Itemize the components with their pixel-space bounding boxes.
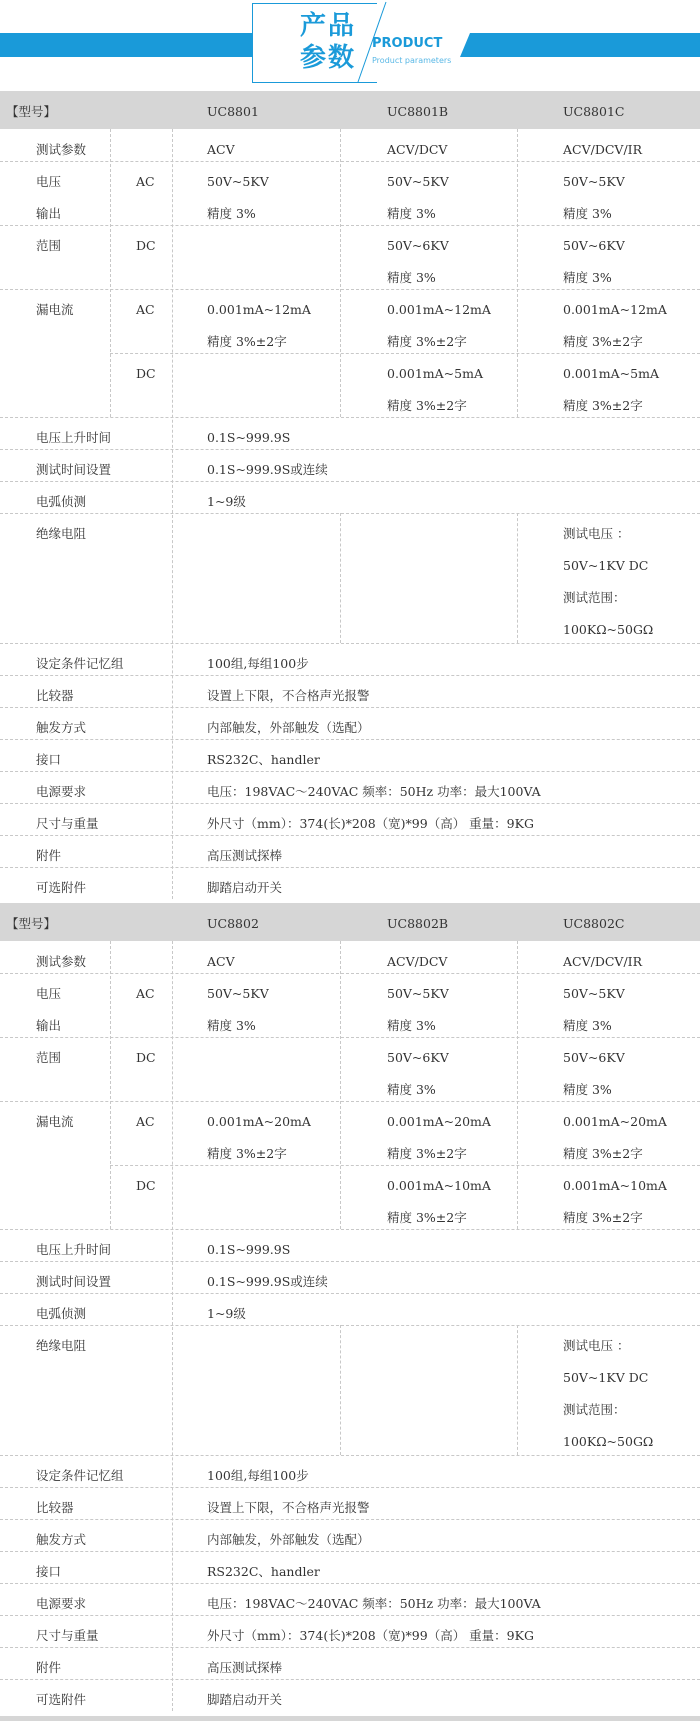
cell-value: 精度 3% bbox=[387, 206, 436, 221]
cell-value: 100组,每组100步 bbox=[207, 656, 309, 671]
row-label: 电压上升时间 bbox=[36, 1242, 112, 1257]
cell-value: 0.1S~999.9S或连续 bbox=[207, 462, 328, 477]
cell-value: 0.001mA~5mA bbox=[563, 366, 659, 381]
row-divider bbox=[0, 675, 700, 676]
row-divider bbox=[0, 289, 700, 290]
cell-value: 0.001mA~10mA bbox=[563, 1178, 667, 1193]
header-title-cn-1: 产品 bbox=[300, 11, 357, 41]
cell-value: 100KΩ~50GΩ bbox=[563, 1434, 654, 1449]
row-label: 尺寸与重量 bbox=[36, 1628, 99, 1643]
cell-value: 0.1S~999.9S或连续 bbox=[207, 1274, 328, 1289]
row-divider bbox=[0, 739, 700, 740]
cell-value: 精度 3% bbox=[563, 1018, 612, 1033]
page-header bbox=[0, 0, 700, 90]
cell-value: 测试电压 ： bbox=[563, 526, 630, 541]
column-divider bbox=[517, 513, 518, 643]
cell-value: ACV/DCV/IR bbox=[563, 142, 643, 157]
sub-label: DC bbox=[136, 238, 156, 253]
cell-value: 50V~1KV DC bbox=[563, 1370, 649, 1385]
column-divider bbox=[110, 941, 111, 1229]
cell-value: 精度 3%±2字 bbox=[563, 1210, 643, 1225]
cell-value: 精度 3% bbox=[207, 206, 256, 221]
row-divider bbox=[0, 1325, 700, 1326]
header-title-en: PRODUCT bbox=[372, 36, 443, 51]
row-divider bbox=[0, 771, 700, 772]
cell-value: 精度 3% bbox=[207, 1018, 256, 1033]
row-label: 触发方式 bbox=[36, 720, 87, 735]
model-name: UC8801C bbox=[563, 104, 625, 119]
bottom-bar bbox=[0, 1716, 700, 1721]
cell-value: 精度 3%±2字 bbox=[563, 398, 643, 413]
cell-value: 0.001mA~20mA bbox=[563, 1114, 667, 1129]
cell-value: 50V~5KV bbox=[563, 986, 625, 1001]
cell-value: 设置上下限，不合格声光报警 bbox=[207, 688, 370, 703]
header-band-right bbox=[460, 33, 700, 57]
row-divider bbox=[0, 1293, 700, 1294]
cell-value: 外尺寸（mm）：374(长)*208（宽)*99（高） 重量：9KG bbox=[207, 816, 534, 831]
cell-value: 精度 3% bbox=[563, 270, 612, 285]
cell-value: 0.1S~999.9S bbox=[207, 430, 291, 445]
row-label: 设定条件记忆组 bbox=[36, 1468, 124, 1483]
row-label: 绝缘电阻 bbox=[36, 1338, 87, 1353]
cell-value: 高压测试探棒 bbox=[207, 1660, 283, 1675]
header-title-cn-2: 参数 bbox=[300, 43, 357, 73]
column-divider bbox=[517, 129, 518, 417]
cell-value: 50V~6KV bbox=[387, 238, 449, 253]
row-label: 测试时间设置 bbox=[36, 462, 112, 477]
cell-value: 脚踏启动开关 bbox=[207, 1692, 283, 1707]
header-band-left bbox=[0, 33, 262, 57]
cell-value: 脚踏启动开关 bbox=[207, 880, 283, 895]
row-divider bbox=[0, 481, 700, 482]
row-divider bbox=[0, 803, 700, 804]
cell-value: 50V~5KV bbox=[207, 174, 269, 189]
row-label: 接口 bbox=[36, 752, 62, 767]
row-label: 触发方式 bbox=[36, 1532, 87, 1547]
cell-value: 精度 3%±2字 bbox=[207, 1146, 287, 1161]
cell-value: 0.001mA~20mA bbox=[207, 1114, 311, 1129]
sub-label: AC bbox=[136, 302, 155, 317]
cell-value: RS232C、handler bbox=[207, 752, 320, 767]
cell-value: 50V~5KV bbox=[387, 986, 449, 1001]
row-divider bbox=[0, 835, 700, 836]
cell-value: 内部触发，外部触发（选配） bbox=[207, 720, 370, 735]
cell-value: 1~9级 bbox=[207, 1306, 246, 1321]
row-label: 测试时间设置 bbox=[36, 1274, 112, 1289]
row-label: 测试参数 bbox=[36, 954, 87, 969]
row-divider bbox=[0, 643, 700, 644]
sub-label: AC bbox=[136, 1114, 155, 1129]
cell-value: ACV bbox=[207, 954, 235, 969]
row-label: 输出 bbox=[36, 1018, 62, 1033]
column-divider bbox=[340, 129, 341, 417]
row-divider bbox=[0, 1615, 700, 1616]
cell-value: 0.001mA~12mA bbox=[207, 302, 311, 317]
sub-label: DC bbox=[136, 366, 156, 381]
row-divider bbox=[0, 1261, 700, 1262]
column-divider bbox=[172, 941, 173, 1711]
cell-value: 精度 3% bbox=[387, 1082, 436, 1097]
cell-value: 精度 3%±2字 bbox=[387, 398, 467, 413]
column-divider bbox=[517, 941, 518, 1229]
row-label: 电源要求 bbox=[36, 784, 87, 799]
row-divider bbox=[110, 353, 700, 354]
cell-value: 0.001mA~5mA bbox=[387, 366, 483, 381]
column-divider bbox=[340, 941, 341, 1229]
row-label: 比较器 bbox=[36, 1500, 74, 1515]
cell-value: 电压：198VAC～240VAC 频率：50Hz 功率：最大100VA bbox=[207, 1596, 541, 1611]
row-label: 电源要求 bbox=[36, 1596, 87, 1611]
row-label: 电压 bbox=[36, 174, 62, 189]
row-label: 附件 bbox=[36, 848, 62, 863]
cell-value: 0.001mA~12mA bbox=[563, 302, 667, 317]
row-divider bbox=[0, 1551, 700, 1552]
column-divider bbox=[517, 1325, 518, 1455]
spec-table bbox=[0, 903, 700, 1715]
row-label: 接口 bbox=[36, 1564, 62, 1579]
cell-value: 精度 3% bbox=[387, 1018, 436, 1033]
model-name: UC8801 bbox=[207, 104, 259, 119]
spec-table bbox=[0, 91, 700, 903]
cell-value: ACV/DCV bbox=[387, 142, 448, 157]
row-divider bbox=[0, 513, 700, 514]
header-title-cn bbox=[300, 10, 356, 74]
cell-value: ACV/DCV bbox=[387, 954, 448, 969]
row-divider bbox=[0, 417, 700, 418]
row-divider bbox=[0, 1487, 700, 1488]
row-divider bbox=[0, 1455, 700, 1456]
model-label: 【型号】 bbox=[6, 104, 57, 119]
cell-value: 50V~1KV DC bbox=[563, 558, 649, 573]
row-label: 电弧侦测 bbox=[36, 494, 87, 509]
cell-value: 测试电压 ： bbox=[563, 1338, 630, 1353]
row-label: 可选附件 bbox=[36, 880, 87, 895]
row-divider bbox=[0, 1583, 700, 1584]
cell-value: 精度 3%±2字 bbox=[563, 1146, 643, 1161]
cell-value: 精度 3% bbox=[563, 206, 612, 221]
model-name: UC8802B bbox=[387, 916, 449, 931]
model-name: UC8801B bbox=[387, 104, 449, 119]
cell-value: 内部触发，外部触发（选配） bbox=[207, 1532, 370, 1547]
cell-value: 精度 3%±2字 bbox=[207, 334, 287, 349]
cell-value: 高压测试探棒 bbox=[207, 848, 283, 863]
cell-value: 0.001mA~10mA bbox=[387, 1178, 491, 1193]
cell-value: 精度 3% bbox=[387, 270, 436, 285]
row-label: 比较器 bbox=[36, 688, 74, 703]
cell-value: 设置上下限，不合格声光报警 bbox=[207, 1500, 370, 1515]
cell-value: 100KΩ~50GΩ bbox=[563, 622, 654, 637]
row-label: 电压上升时间 bbox=[36, 430, 112, 445]
cell-value: 0.001mA~20mA bbox=[387, 1114, 491, 1129]
cell-value: ACV bbox=[207, 142, 235, 157]
row-label: 尺寸与重量 bbox=[36, 816, 99, 831]
row-label: 设定条件记忆组 bbox=[36, 656, 124, 671]
row-divider bbox=[0, 707, 700, 708]
row-label: 漏电流 bbox=[36, 1114, 74, 1129]
header-subtitle-en: Product parameters bbox=[372, 56, 452, 65]
row-divider bbox=[0, 225, 700, 226]
cell-value: 精度 3%±2字 bbox=[387, 1146, 467, 1161]
cell-value: 精度 3% bbox=[563, 1082, 612, 1097]
cell-value: 精度 3%±2字 bbox=[387, 1210, 467, 1225]
model-name: UC8802 bbox=[207, 916, 259, 931]
row-divider bbox=[0, 1101, 700, 1102]
cell-value: 1~9级 bbox=[207, 494, 246, 509]
cell-value: 精度 3%±2字 bbox=[387, 334, 467, 349]
row-divider bbox=[0, 161, 700, 162]
row-divider bbox=[0, 1037, 700, 1038]
cell-value: 50V~6KV bbox=[563, 238, 625, 253]
cell-value: 电压：198VAC～240VAC 频率：50Hz 功率：最大100VA bbox=[207, 784, 541, 799]
row-label: 输出 bbox=[36, 206, 62, 221]
row-label: 测试参数 bbox=[36, 142, 87, 157]
row-label: 漏电流 bbox=[36, 302, 74, 317]
row-label: 绝缘电阻 bbox=[36, 526, 87, 541]
cell-value: 50V~5KV bbox=[207, 986, 269, 1001]
sub-label: AC bbox=[136, 174, 155, 189]
row-divider bbox=[0, 1229, 700, 1230]
cell-value: 外尺寸（mm）：374(长)*208（宽)*99（高） 重量：9KG bbox=[207, 1628, 534, 1643]
cell-value: 50V~6KV bbox=[563, 1050, 625, 1065]
cell-value: 50V~6KV bbox=[387, 1050, 449, 1065]
row-label: 范围 bbox=[36, 238, 62, 253]
cell-value: 测试范围： bbox=[563, 590, 626, 605]
row-divider bbox=[0, 867, 700, 868]
column-divider bbox=[172, 129, 173, 899]
cell-value: 0.1S~999.9S bbox=[207, 1242, 291, 1257]
row-label: 电弧侦测 bbox=[36, 1306, 87, 1321]
cell-value: 50V~5KV bbox=[563, 174, 625, 189]
sub-label: DC bbox=[136, 1050, 156, 1065]
cell-value: RS232C、handler bbox=[207, 1564, 320, 1579]
cell-value: 100组,每组100步 bbox=[207, 1468, 309, 1483]
row-divider bbox=[0, 1647, 700, 1648]
model-name: UC8802C bbox=[563, 916, 625, 931]
row-label: 可选附件 bbox=[36, 1692, 87, 1707]
row-label: 范围 bbox=[36, 1050, 62, 1065]
cell-value: 0.001mA~12mA bbox=[387, 302, 491, 317]
column-divider bbox=[340, 513, 341, 643]
row-divider bbox=[0, 449, 700, 450]
cell-value: 测试范围： bbox=[563, 1402, 626, 1417]
row-label: 附件 bbox=[36, 1660, 62, 1675]
row-divider bbox=[0, 973, 700, 974]
cell-value: ACV/DCV/IR bbox=[563, 954, 643, 969]
row-label: 电压 bbox=[36, 986, 62, 1001]
cell-value: 50V~5KV bbox=[387, 174, 449, 189]
row-divider bbox=[110, 1165, 700, 1166]
row-divider bbox=[0, 1679, 700, 1680]
sub-label: DC bbox=[136, 1178, 156, 1193]
row-divider bbox=[0, 1519, 700, 1520]
cell-value: 精度 3%±2字 bbox=[563, 334, 643, 349]
sub-label: AC bbox=[136, 986, 155, 1001]
column-divider bbox=[340, 1325, 341, 1455]
model-label: 【型号】 bbox=[6, 916, 57, 931]
column-divider bbox=[110, 129, 111, 417]
